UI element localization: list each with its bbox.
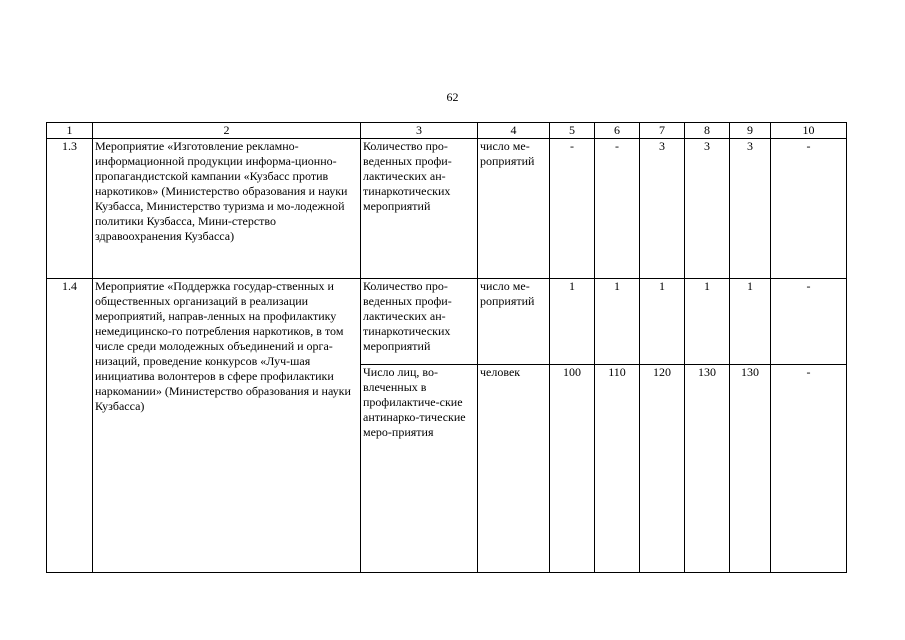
column-header: 9 xyxy=(730,123,771,139)
column-header: 1 xyxy=(47,123,93,139)
column-header: 10 xyxy=(771,123,847,139)
table-row xyxy=(47,279,847,365)
column-header: 2 xyxy=(93,123,361,139)
event-description: Мероприятие «Поддержка государ-ственных и общественных организаций в реализации мероприятий, направ-ленных на профилактику немедицинско-го потребления наркотиков, в том числе среди молодежных объединений и орга-низаций, проведение конкурсов «Луч-шая инициатива волонтеров в сфере профилактики наркомании» (Министерство образования и науки Кузбасса) xyxy=(93,279,361,573)
indicator-name: Число лиц, во-влеченных в профилактиче-ские антинарко-тические меро-приятия xyxy=(361,365,478,573)
value-cell: 3 xyxy=(640,139,685,279)
indicator-name: Количество про-веденных профи-лактических ан-тинаркотических мероприятий xyxy=(361,139,478,279)
row-number: 1.4 xyxy=(47,279,93,573)
value-cell: 3 xyxy=(730,139,771,279)
table-header-row xyxy=(47,123,847,139)
column-header: 7 xyxy=(640,123,685,139)
value-cell: 120 xyxy=(640,365,685,573)
event-description: Мероприятие «Изготовление рекламно-информационной продукции информа-ционно-пропагандистской кампании «Кузбасс против наркотиков» (Министерство образования и науки Кузбасса, Министерство туризма и мо-лодежной политики Кузбасса, Мини-стерство здравоохранения Кузбасса) xyxy=(93,139,361,279)
column-header: 5 xyxy=(550,123,595,139)
column-header: 8 xyxy=(685,123,730,139)
column-header: 4 xyxy=(478,123,550,139)
value-cell: 1 xyxy=(550,279,595,365)
value-cell: - xyxy=(771,139,847,279)
table-row xyxy=(47,139,847,279)
unit-of-measure: число ме-роприятий xyxy=(478,139,550,279)
column-header: 6 xyxy=(595,123,640,139)
column-header: 3 xyxy=(361,123,478,139)
page-number: 62 xyxy=(446,90,459,104)
value-cell: - xyxy=(771,365,847,573)
value-cell: 110 xyxy=(595,365,640,573)
value-cell: 1 xyxy=(730,279,771,365)
indicators-table xyxy=(46,122,847,573)
unit-of-measure: число ме-роприятий xyxy=(478,279,550,365)
value-cell: 1 xyxy=(595,279,640,365)
value-cell: 100 xyxy=(550,365,595,573)
value-cell: 130 xyxy=(685,365,730,573)
value-cell: 130 xyxy=(730,365,771,573)
value-cell: - xyxy=(771,279,847,365)
value-cell: 1 xyxy=(685,279,730,365)
value-cell: - xyxy=(550,139,595,279)
row-number: 1.3 xyxy=(47,139,93,279)
value-cell: 3 xyxy=(685,139,730,279)
value-cell: - xyxy=(595,139,640,279)
indicator-name: Количество про-веденных профи-лактических ан-тинаркотических мероприятий xyxy=(361,279,478,365)
unit-of-measure: человек xyxy=(478,365,550,573)
value-cell: 1 xyxy=(640,279,685,365)
